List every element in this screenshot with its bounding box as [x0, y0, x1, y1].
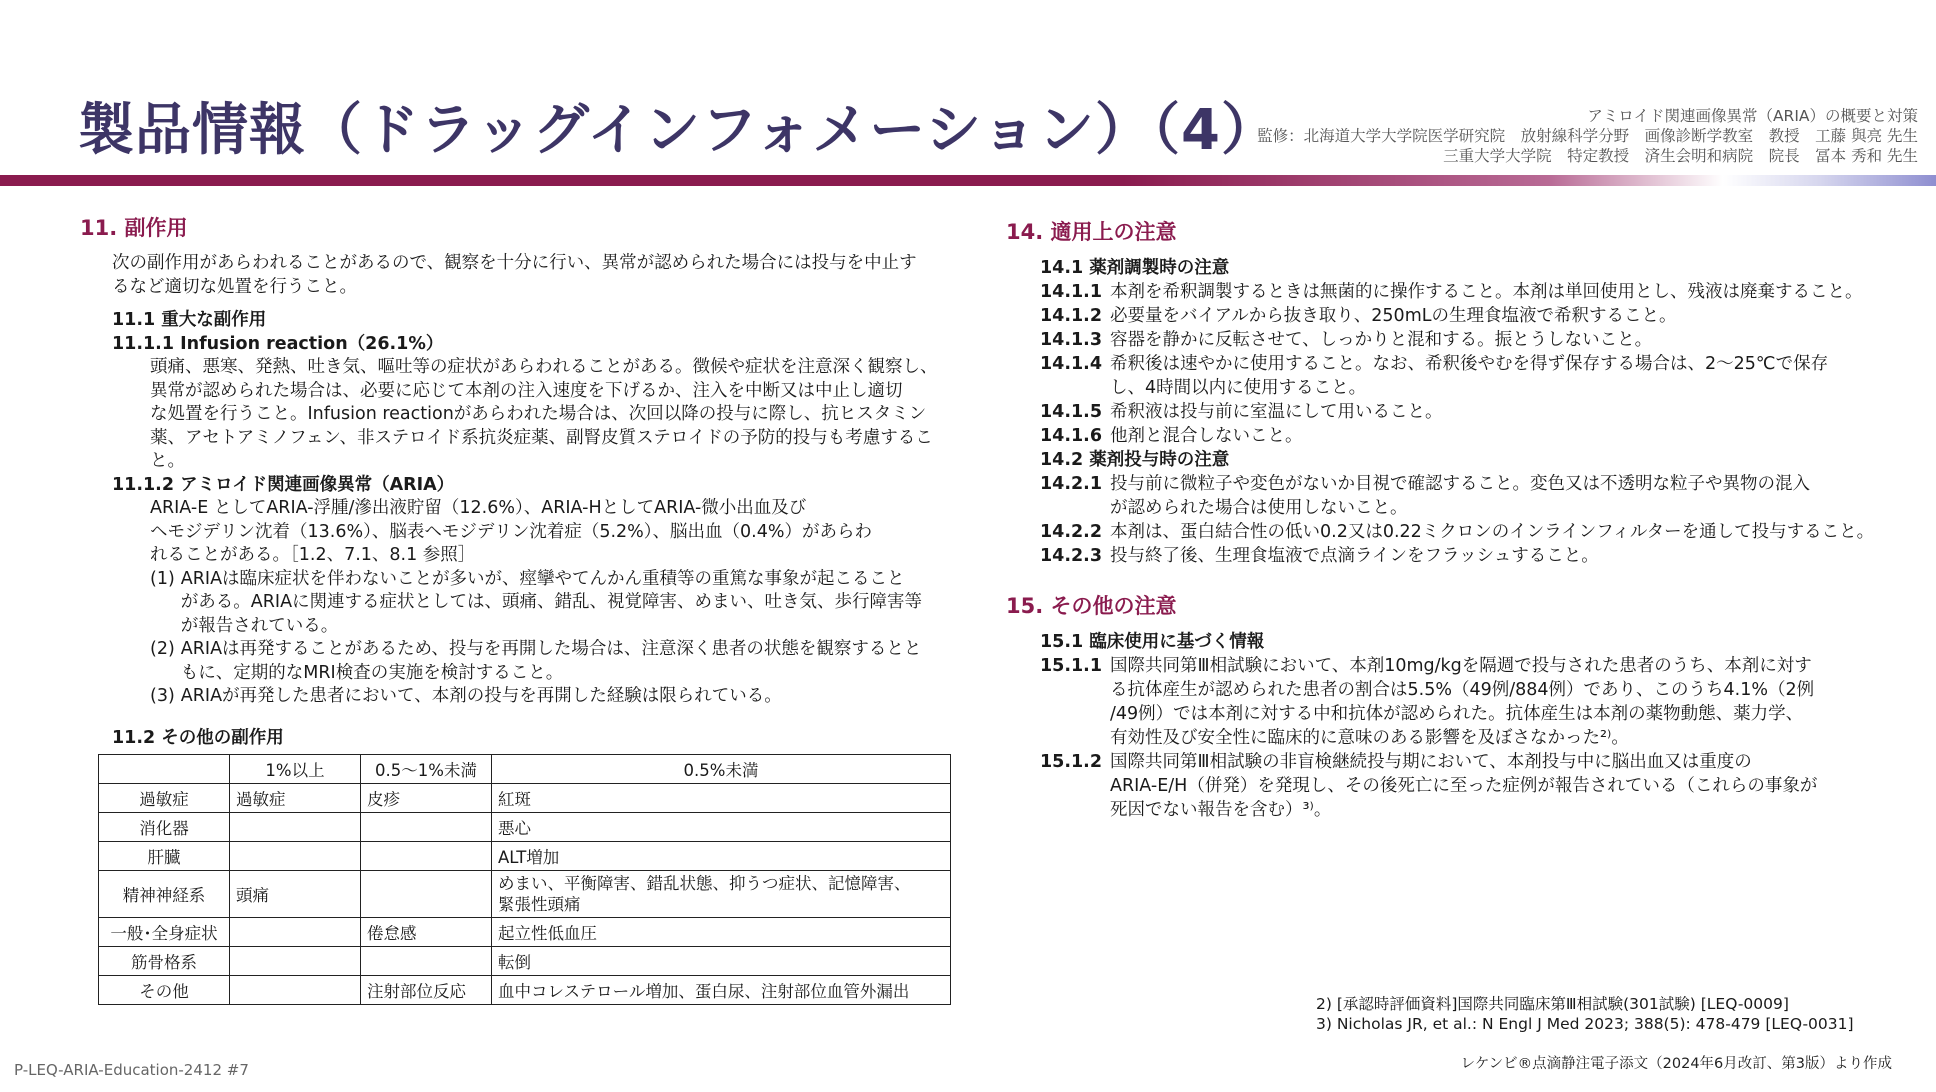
subheading-serious: 11.1 重大な副作用 — [112, 310, 267, 330]
side-effects-column — [80, 212, 960, 1005]
references — [1316, 994, 1854, 1034]
subheading-preparation: 14.1 薬剤調製時の注意 — [1040, 258, 1230, 278]
table-cell: 注射部位反応 — [361, 976, 492, 1005]
table-cell — [230, 947, 361, 976]
item-number: (3) — [150, 686, 175, 706]
item-number: 14.1.3 — [1040, 330, 1103, 350]
precautions-column — [1006, 216, 1906, 822]
section-heading-application: 14. 適用上の注意 — [1006, 220, 1177, 244]
text-line: 死因でない報告を含む）³⁾。 — [1110, 800, 1332, 820]
supervision-block — [1257, 106, 1918, 166]
table-cell: 起立性低血圧 — [492, 918, 951, 947]
intro-text — [80, 252, 960, 299]
subheading-clinical-use: 15.1 臨床使用に基づく情報 — [1040, 632, 1265, 652]
text-line: 国際共同第Ⅲ相試験の非盲検継続投与期において、本剤投与中に脳出血又は重度の — [1110, 752, 1752, 772]
table-cell — [230, 813, 361, 842]
table-cell — [230, 918, 361, 947]
item-number: 14.1.1 — [1040, 282, 1103, 302]
precaution-item — [1006, 328, 1906, 352]
table-header-cell: 1%以上 — [230, 755, 361, 784]
precaution-item — [1006, 424, 1906, 448]
precaution-item — [1006, 352, 1906, 400]
table-header-cell — [99, 755, 230, 784]
table-cell — [230, 842, 361, 871]
item-number: 15.1.1 — [1040, 656, 1103, 676]
item-number: 14.2.2 — [1040, 522, 1103, 542]
text-line: る抗体産生が認められた患者の割合は5.5%（49例/884例）であり、このうち4.1%（2例 — [1110, 680, 1815, 700]
text-line: 薬、アセトアミノフェン、非ステロイド系抗炎症薬、副腎皮質ステロイドの予防的投与も考慮すること。 — [150, 427, 933, 471]
table-row — [99, 918, 951, 947]
table-cell: 精神神経系 — [99, 871, 230, 918]
table-row — [99, 947, 951, 976]
text-line: 投与終了後、生理食塩液で点滴ラインをフラッシュすること。 — [1110, 546, 1599, 566]
table-header-cell: 0.5～1%未満 — [361, 755, 492, 784]
text-line: れることがある。［1.2、7.1、8.1 参照］ — [150, 545, 476, 565]
table-cell — [230, 976, 361, 1005]
document-code: P-LEQ-ARIA-Education-2412 #7 — [14, 1061, 249, 1079]
precaution-item — [1006, 750, 1906, 822]
precaution-item — [1006, 400, 1906, 424]
section-heading-side-effects: 11. 副作用 — [80, 216, 188, 240]
aria-item-2 — [80, 638, 960, 685]
supervision-line: アミロイド関連画像異常（ARIA）の概要と対策 — [1587, 107, 1918, 125]
aria-item-1 — [80, 568, 960, 639]
subheading-other-side-effects: 11.2 その他の副作用 — [112, 727, 284, 748]
text-line: ARIAが再発した患者において、本剤の投与を再開した経験は限られている。 — [180, 686, 782, 706]
text-line: 異常が認められた場合は、必要に応じて本剤の注入速度を下げるか、注入を中断又は中止し適切 — [150, 380, 903, 401]
table-cell: めまい、平衡障害、錯乱状態、抑うつ症状、記憶障害、 緊張性頭痛 — [492, 871, 951, 918]
item-number: 14.2.3 — [1040, 546, 1103, 566]
text-line: 希釈液は投与前に室温にして用いること。 — [1110, 402, 1443, 422]
text-line: 本剤を希釈調製するときは無菌的に操作すること。本剤は単回使用とし、残液は廃棄すること。 — [1110, 282, 1863, 302]
table-header-row — [99, 755, 951, 784]
text-line: ARIAは臨床症状を伴わないことが多いが、痙攣やてんかん重積等の重篤な事象が起こること — [180, 568, 905, 589]
item-number: 14.1.6 — [1040, 426, 1103, 446]
table-cell — [361, 842, 492, 871]
reference-item: 3) Nicholas JR, et al.: N Engl J Med 2023; 388(5): 478-479 [LEQ-0031] — [1316, 1015, 1854, 1033]
precaution-item — [1006, 544, 1906, 568]
item-number: 14.1.2 — [1040, 306, 1103, 326]
text-line: ARIAは再発することがあるため、投与を再開した場合は、注意深く患者の状態を観察するとと — [180, 639, 922, 659]
reference-item: 2) [承認時評価資料]国際共同臨床第Ⅲ相試験(301試験) [LEQ-0009] — [1316, 995, 1789, 1013]
table-cell — [361, 871, 492, 918]
item-number: (1) — [150, 568, 175, 589]
table-cell: 転倒 — [492, 947, 951, 976]
table-cell: 倦怠感 — [361, 918, 492, 947]
table-row — [99, 784, 951, 813]
text-line: もに、定期的なMRI検査の実施を検討すること。 — [180, 662, 564, 683]
precaution-item — [1006, 520, 1906, 544]
table-cell — [361, 947, 492, 976]
text-line: がある。ARIAに関連する症状としては、頭痛、錯乱、視覚障害、めまい、吐き気、歩行障害等 — [180, 592, 923, 612]
text-line: 他剤と混合しないこと。 — [1110, 426, 1303, 446]
item-number: 15.1.2 — [1040, 752, 1103, 772]
precaution-item — [1006, 304, 1906, 328]
table-cell: その他 — [99, 976, 230, 1005]
supervision-line: 三重大学大学院 特定教授 済生会明和病院 院長 冨本 秀和 先生 — [1443, 147, 1918, 165]
table-cell: 一般･全身症状 — [99, 918, 230, 947]
table-row — [99, 842, 951, 871]
precaution-item — [1006, 280, 1906, 304]
table-cell: 肝臓 — [99, 842, 230, 871]
subheading-aria: 11.1.2 アミロイド関連画像異常（ARIA） — [112, 474, 455, 495]
text-line: 容器を静かに反転させて、しっかりと混和する。振とうしないこと。 — [1110, 330, 1653, 350]
aria-item-3 — [80, 685, 960, 709]
table-cell: 消化器 — [99, 813, 230, 842]
precaution-item — [1006, 472, 1906, 520]
precaution-item — [1006, 654, 1906, 750]
text-line: が認められた場合は使用しないこと。 — [1110, 498, 1408, 518]
table-cell: ALT増加 — [492, 842, 951, 871]
table-cell: 紅斑 — [492, 784, 951, 813]
table-cell: 過敏症 — [230, 784, 361, 813]
text-line: 希釈後は速やかに使用すること。なお、希釈後やむを得ず保存する場合は、2～25℃で保存 — [1110, 354, 1829, 374]
table-row — [99, 813, 951, 842]
subheading-infusion-reaction: 11.1.1 Infusion reaction（26.1%） — [112, 333, 444, 354]
aria-text — [80, 497, 960, 568]
text-line: ARIA-E/H（併発）を発現し、その後死亡に至った症例が報告されている（これらの事象が — [1110, 776, 1818, 796]
header-divider — [0, 175, 1936, 186]
supervision-line: 監修：北海道大学大学院医学研究院 放射線科学分野 画像診断学教室 教授 工藤 與亮 先生 — [1257, 127, 1918, 145]
text-line: 次の副作用があらわれることがあるので、観察を十分に行い、異常が認められた場合には投与を中止す — [112, 253, 917, 273]
text-line: 有効性及び安全性に臨床的に意味のある影響を及ぼさなかった²⁾。 — [1110, 728, 1629, 748]
item-number: 14.1.4 — [1040, 354, 1103, 374]
text-line: 頭痛、悪寒、発熱、吐き気、嘔吐等の症状があらわれることがある。徴候や症状を注意深く観察し、 — [150, 357, 938, 377]
item-number: 14.2.1 — [1040, 474, 1103, 494]
item-number: 14.1.5 — [1040, 402, 1103, 422]
page-title: 製品情報（ドラッグインフォメーション）（4） — [78, 98, 1279, 163]
table-cell — [361, 813, 492, 842]
text-line: 国際共同第Ⅲ相試験において、本剤10mg/kgを隔週で投与された患者のうち、本剤に対す — [1110, 656, 1812, 676]
table-cell: 血中コレステロール増加、蛋白尿、注射部位血管外漏出 — [492, 976, 951, 1005]
table-cell: 皮疹 — [361, 784, 492, 813]
text-line: な処置を行うこと。Infusion reactionがあらわれた場合は、次回以降の投与に際し、抗ヒスタミン — [150, 404, 927, 424]
table-row — [99, 871, 951, 918]
text-line: /49例）では本剤に対する中和抗体が認められた。抗体産生は本剤の薬物動態、薬力学、 — [1110, 704, 1804, 724]
text-line: 投与前に微粒子や変色がないか目視で確認すること。変色又は不透明な粒子や異物の混入 — [1110, 474, 1811, 494]
table-cell: 過敏症 — [99, 784, 230, 813]
subheading-administration: 14.2 薬剤投与時の注意 — [1040, 450, 1230, 470]
item-number: (2) — [150, 639, 175, 659]
section-heading-other: 15. その他の注意 — [1006, 594, 1177, 618]
source-note: レケンビ®点滴静注電子添文（2024年6月改訂、第3版）より作成 — [1460, 1056, 1892, 1072]
text-line: 必要量をバイアルから抜き取り、250mLの生理食塩液で希釈すること。 — [1110, 306, 1677, 326]
table-header-cell: 0.5%未満 — [492, 755, 951, 784]
table-cell: 悪心 — [492, 813, 951, 842]
infusion-reaction-text — [80, 356, 960, 474]
text-line: が報告されている。 — [180, 615, 339, 636]
text-line: ARIA-E としてARIA-浮腫/滲出液貯留（12.6%）、ARIA-HとしてARIA-微小出血及び — [150, 498, 807, 518]
side-effects-table — [98, 754, 951, 1005]
text-line: し、4時間以内に使用すること。 — [1110, 378, 1367, 398]
table-cell: 筋骨格系 — [99, 947, 230, 976]
table-cell: 頭痛 — [230, 871, 361, 918]
text-line: ヘモジデリン沈着（13.6%）、脳表ヘモジデリン沈着症（5.2%）、脳出血（0.4%）があらわ — [150, 521, 873, 542]
text-line: 本剤は、蛋白結合性の低い0.2又は0.22ミクロンのインラインフィルターを通して投与すること。 — [1110, 522, 1875, 542]
table-row — [99, 976, 951, 1005]
text-line: るなど適切な処置を行うこと。 — [112, 276, 357, 297]
